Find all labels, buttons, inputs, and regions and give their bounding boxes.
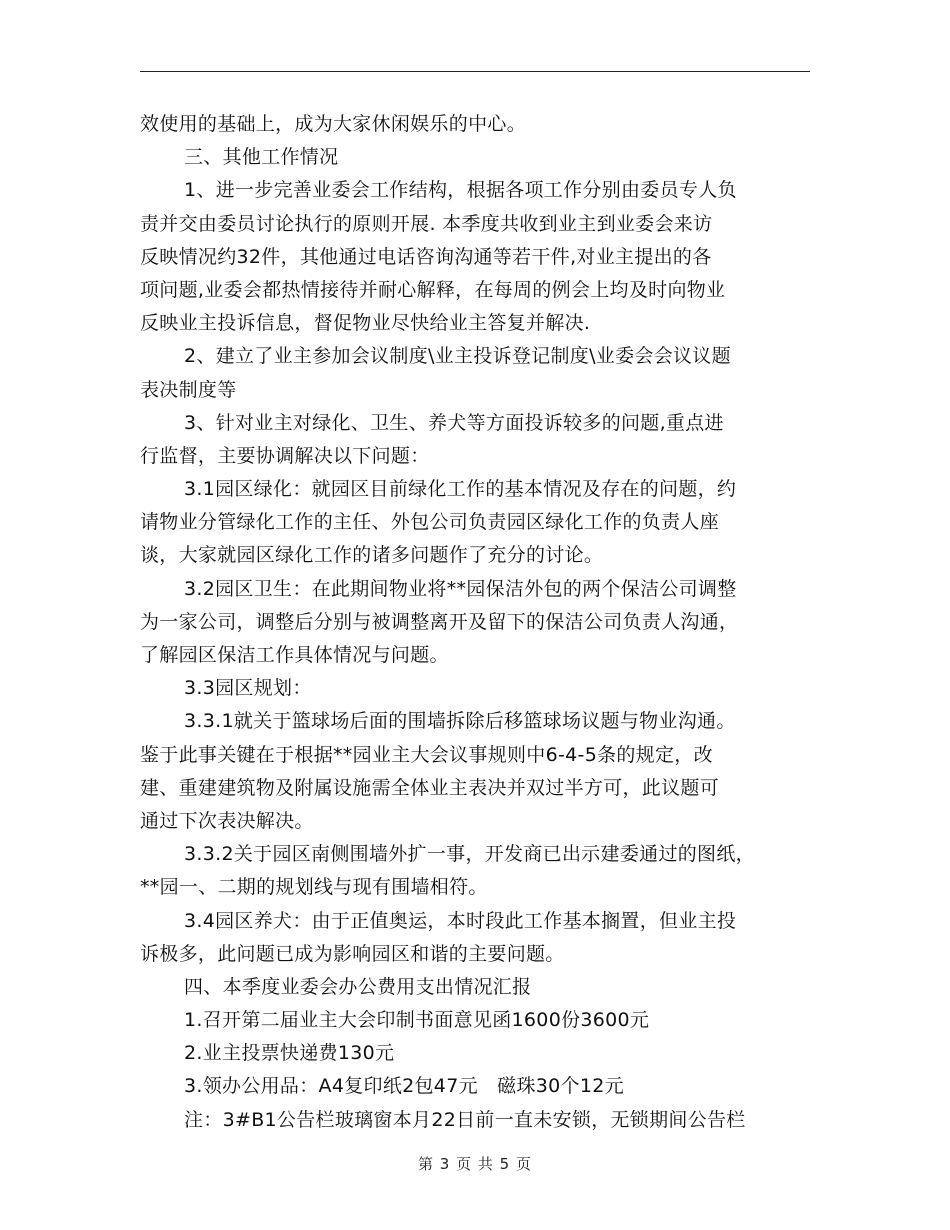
text-line: 3、针对业主对绿化、卫生、养犬等方面投诉较多的问题,重点进	[184, 411, 724, 434]
text-line: 3.2园区卫生：在此期间物业将**园保洁外包的两个保洁公司调整	[184, 577, 737, 600]
text-line: 鉴于此事关键在于根据**园业主大会议事规则中6-4-5条的规定，改	[140, 743, 713, 766]
text-line: 四、本季度业委会办公费用支出情况汇报	[184, 975, 532, 998]
text-line: 2.业主投票快递费130元	[184, 1042, 395, 1065]
text-line: 3.1园区绿化：就园区目前绿化工作的基本情况及存在的问题，约	[184, 478, 737, 501]
text-line: 责并交由委员讨论执行的原则开展. 本季度共收到业主到业委会来访	[140, 212, 713, 235]
text-line: 反映业主投诉信息，督促物业尽快给业主答复并解决.	[140, 312, 591, 335]
text-line: 3.3园区规划：	[184, 677, 312, 700]
text-line: 2、建立了业主参加会议制度\业主投诉登记制度\业委会会议议题	[184, 345, 731, 368]
text-line: 3.领办公用品：A4复印纸2包47元 磁珠30个12元	[184, 1075, 624, 1098]
text-line: 3.3.1就关于篮球场后面的围墙拆除后移篮球场议题与物业沟通。	[184, 710, 736, 733]
text-line: 谈，大家就园区绿化工作的诸多问题作了充分的讨论。	[140, 544, 604, 567]
header-rule	[140, 71, 810, 72]
text-line: 行监督，主要协调解决以下问题：	[140, 444, 430, 467]
text-line: 3.4园区养犬：由于正值奥运，本时段此工作基本搁置，但业主投	[184, 909, 737, 932]
text-line: 项问题,业委会都热情接待并耐心解释，在每周的例会上均及时向物业	[140, 278, 726, 301]
text-line: 请物业分管绿化工作的主任、外包公司负责园区绿化工作的负责人座	[140, 511, 720, 534]
page-number-footer: 第 3 页 共 5 页	[418, 1155, 532, 1173]
text-line: 通过下次表决解决。	[140, 809, 314, 832]
text-line: 反映情况约32件，其他通过电话咨询沟通等若干件,对业主提出的各	[140, 245, 712, 268]
text-line: 注：3#B1公告栏玻璃窗本月22日前一直未安锁，无锁期间公告栏	[184, 1108, 746, 1131]
text-line: 诉极多，此问题已成为影响园区和谐的主要问题。	[140, 942, 565, 965]
text-line: 表决制度等	[140, 378, 237, 401]
text-line: 1.召开第二届业主大会印制书面意见函1600份3600元	[184, 1009, 650, 1032]
document-body	[140, 108, 830, 1137]
text-line: 1、进一步完善业委会工作结构，根据各项工作分别由委员专人负	[184, 179, 737, 202]
text-line: 了解园区保洁工作具体情况与问题。	[140, 644, 449, 666]
text-line: 效使用的基础上，成为大家休闲娱乐的中心。	[140, 113, 527, 135]
text-line: **园一、二期的规划线与现有围墙相符。	[140, 876, 488, 899]
text-line: 建、重建建筑物及附属设施需全体业主表决并双过半方可，此议题可	[140, 776, 720, 799]
text-line: 3.3.2关于园区南侧围墙外扩一事，开发商已出示建委通过的图纸，	[184, 843, 755, 866]
text-line: 三、其他工作情况	[184, 146, 339, 169]
text-line: 为一家公司，调整后分别与被调整离开及留下的保洁公司负责人沟通，	[140, 610, 739, 633]
